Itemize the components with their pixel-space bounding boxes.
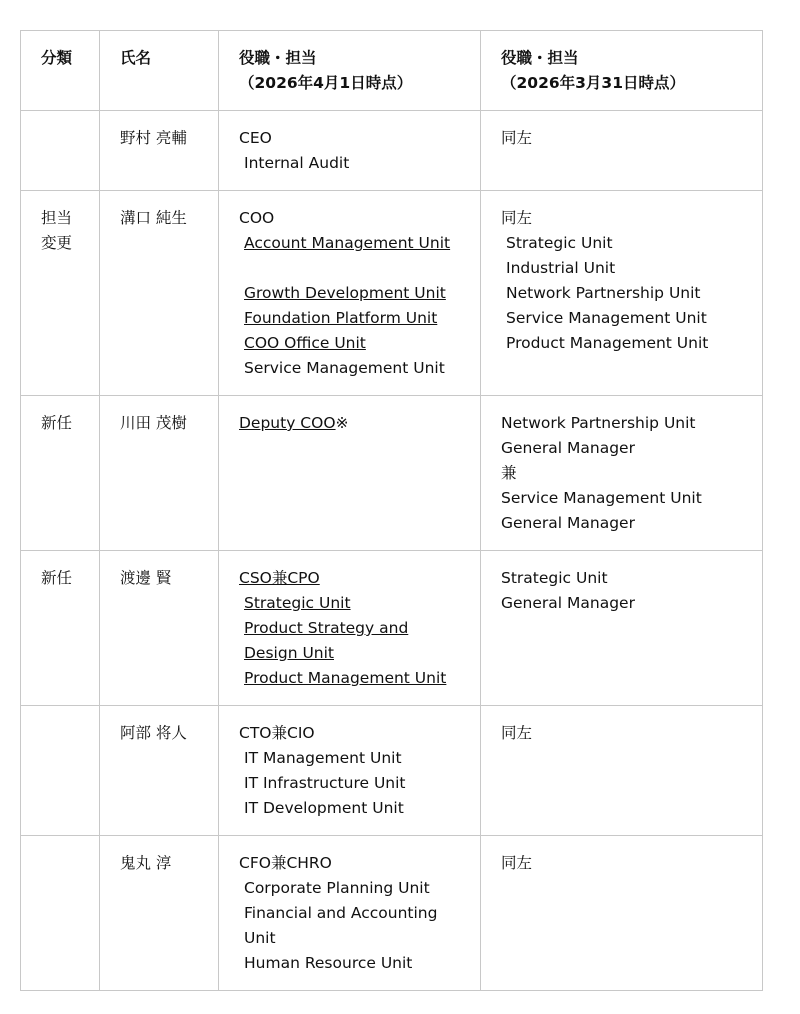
header-role-before-title: 役職・担当 — [501, 49, 579, 67]
header-role-after — [219, 31, 481, 111]
name-cell: 川田 茂樹 — [100, 396, 219, 551]
executive-roster-table — [20, 30, 763, 991]
category-cell — [21, 111, 100, 191]
header-name: 氏名 — [100, 31, 219, 111]
role-after-cell: CEO Internal Audit — [219, 111, 481, 191]
table-row — [21, 706, 763, 836]
role-after-cell: CTO兼CIO IT Management Unit IT Infrastructure Unit IT Development Unit — [219, 706, 481, 836]
role-after-cell: CSO兼CPO Strategic Unit Product Strategy and Design Unit Product Management Unit — [219, 551, 481, 706]
name-cell: 渡邊 賢 — [100, 551, 219, 706]
table-row — [21, 191, 763, 396]
role-before-cell: 同左 — [481, 836, 763, 991]
role-before-cell: Strategic Unit General Manager — [481, 551, 763, 706]
role-before-cell: 同左 — [481, 706, 763, 836]
category-cell: 新任 — [21, 551, 100, 706]
role-after-cell: CFO兼CHRO Corporate Planning Unit Financial and Accounting Unit Human Resource Unit — [219, 836, 481, 991]
table-row — [21, 396, 763, 551]
header-row — [21, 31, 763, 111]
header-role-before-date: （2026年3月31日時点） — [501, 74, 685, 92]
role-before-cell: 同左 Strategic Unit Industrial Unit Network Partnership Unit Service Management Unit Product Management Unit — [481, 191, 763, 396]
header-role-before — [481, 31, 763, 111]
footnote-marker: ※ — [335, 414, 349, 432]
header-role-after-title: 役職・担当 — [239, 49, 317, 67]
name-cell: 野村 亮輔 — [100, 111, 219, 191]
category-cell: 担当 変更 — [21, 191, 100, 396]
category-cell — [21, 836, 100, 991]
header-role-after-date: （2026年4月1日時点） — [239, 74, 413, 92]
role-before-cell: Network Partnership Unit General Manager 兼 Service Management Unit General Manager — [481, 396, 763, 551]
table-row — [21, 111, 763, 191]
table-row — [21, 551, 763, 706]
name-cell: 溝口 純生 — [100, 191, 219, 396]
category-cell: 新任 — [21, 396, 100, 551]
name-cell: 阿部 将人 — [100, 706, 219, 836]
name-cell: 鬼丸 淳 — [100, 836, 219, 991]
role-after-cell: COO Account Management Unit Growth Development Unit Foundation Platform Unit COO Office Unit Service Management Unit — [219, 191, 481, 396]
role-after-cell: Deputy COO※ — [219, 396, 481, 551]
role-before-cell: 同左 — [481, 111, 763, 191]
category-cell — [21, 706, 100, 836]
table-row — [21, 836, 763, 991]
header-category: 分類 — [21, 31, 100, 111]
